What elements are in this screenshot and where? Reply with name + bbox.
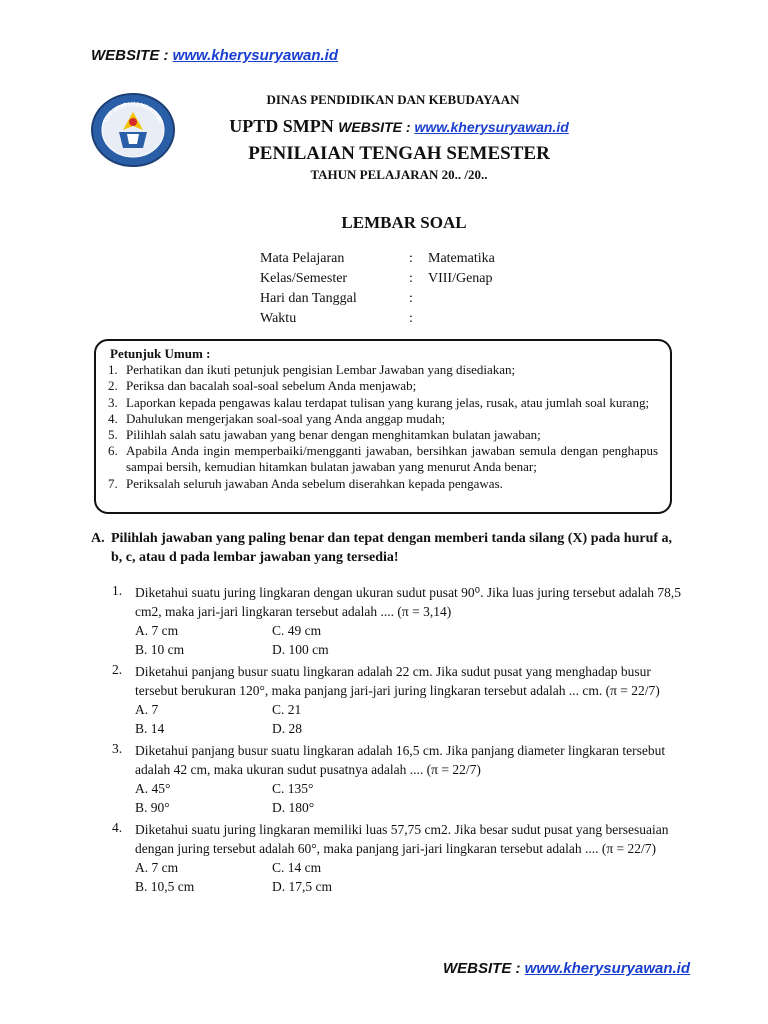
question-text: Diketahui suatu juring lingkaran dengan ukuran sudut pusat 90⁰. Jika luas juring tersebut adalah 78,5 cm2, maka jari-jari lingkaran tersebut adalah .... (π = 3,14) — [135, 585, 682, 619]
question-item — [112, 583, 682, 659]
website-header — [91, 47, 338, 64]
option-d: D. 180° — [272, 800, 315, 815]
question-item — [112, 662, 682, 738]
instruction-item: 6. Apabila Anda ingin memperbaiki/mengganti jawaban, bersihkan jawaban semula dengan penghapus sampai bersih, kemudian hitamkan bulatan jawaban yang menurut Anda benar; — [108, 443, 658, 475]
section-letter: A. — [91, 531, 105, 546]
option-b: B. 10,5 cm — [135, 879, 195, 894]
section-instruction: Pilihlah jawaban yang paling benar dan tepat dengan memberi tanda silang (X) pada huruf a, b, c, atau d pada lembar jawaban yang tersedia! — [111, 531, 673, 565]
instructions-title: Petunjuk Umum : — [110, 346, 211, 361]
option-b: B. 90° — [135, 800, 170, 815]
question-number: 1. — [112, 583, 123, 598]
info-colon: : — [409, 271, 413, 286]
option-d: D. 17,5 cm — [272, 879, 332, 894]
school-name: UPTD SMPN — [229, 116, 339, 136]
question-item — [112, 820, 682, 896]
option-c: C. 14 cm — [272, 860, 322, 875]
instructions-list — [108, 362, 658, 492]
info-row-date — [260, 291, 560, 311]
info-row-time — [260, 311, 560, 331]
option-a: A. 45° — [135, 781, 171, 796]
instruction-item: 7. Periksalah seluruh jawaban Anda sebelum diserahkan kepada pengawas. — [108, 475, 503, 491]
option-b: B. 10 cm — [135, 642, 185, 657]
answer-options — [135, 700, 682, 738]
agency-title: DINAS PENDIDIKAN DAN KEBUDAYAAN — [266, 92, 520, 107]
question-list — [112, 583, 682, 899]
question-number: 4. — [112, 820, 123, 835]
question-number: 3. — [112, 741, 123, 756]
sheet-title: LEMBAR SOAL — [341, 213, 467, 232]
instruction-item: 1. Perhatikan dan ikuti petunjuk pengisian Lembar Jawaban yang disediakan; — [108, 362, 516, 378]
info-colon: : — [409, 291, 413, 306]
exam-info-table — [260, 251, 560, 331]
question-text: Diketahui panjang busur suatu lingkaran adalah 22 cm. Jika sudut pusat yang menghadap busur tersebut berukuran 120°, maka panjang jari-jari juring lingkaran tersebut adalah ... cm. (π = 22/7) — [135, 664, 660, 698]
website-label: WEBSITE : — [443, 960, 525, 977]
option-d: D. 100 cm — [272, 642, 329, 657]
website-link[interactable]: www.kherysuryawan.id — [172, 47, 339, 64]
info-row-class — [260, 271, 560, 291]
info-value: VIII/Genap — [428, 271, 493, 286]
info-label: Waktu — [260, 311, 297, 326]
instruction-item: 3. Laporkan kepada pengawas kalau terdapat tulisan yang kurang jelas, rusak, atau jumlah soal kurang; — [108, 394, 650, 410]
general-instructions-box — [94, 339, 672, 514]
answer-options — [135, 621, 682, 659]
instruction-item: 5. Pilihlah salah satu jawaban yang benar dengan menghitamkan bulatan jawaban; — [108, 427, 541, 443]
answer-options — [135, 779, 682, 817]
option-c: C. 21 — [272, 702, 302, 717]
instruction-item: 4. Dahulukan mengerjakan soal-soal yang Anda anggap mudah; — [108, 410, 446, 426]
school-website-link[interactable]: www.kherysuryawan.id — [414, 119, 569, 135]
website-footer — [443, 960, 690, 977]
school-website — [338, 119, 569, 135]
info-label: Mata Pelajaran — [260, 251, 345, 266]
question-item — [112, 741, 682, 817]
question-text: Diketahui panjang busur suatu lingkaran adalah 16,5 cm. Jika panjang diameter lingkaran tersebut adalah 42 cm, maka ukuran sudut pusatnya adalah .... (π = 22/7) — [135, 743, 666, 777]
school-title — [0, 116, 768, 137]
info-colon: : — [409, 311, 413, 326]
instruction-item: 2. Periksa dan bacalah soal-soal sebelum Anda menjawab; — [108, 378, 417, 394]
section-a-heading — [91, 529, 676, 567]
info-value: Matematika — [428, 251, 495, 266]
info-colon: : — [409, 251, 413, 266]
exam-title: PENILAIAN TENGAH SEMESTER — [248, 143, 550, 164]
info-row-subject — [260, 251, 560, 271]
school-website-label: WEBSITE : — [338, 119, 415, 135]
question-number: 2. — [112, 662, 123, 677]
option-c: C. 49 cm — [272, 623, 322, 638]
answer-options — [135, 858, 682, 896]
option-b: B. 14 — [135, 721, 165, 736]
option-a: A. 7 cm — [135, 623, 179, 638]
option-d: D. 28 — [272, 721, 302, 736]
svg-text:TUT WURI HANDAYANI: TUT WURI HANDAYANI — [103, 101, 163, 124]
website-link[interactable]: www.kherysuryawan.id — [524, 960, 691, 977]
academic-year: TAHUN PELAJARAN 20.. /20.. — [310, 167, 488, 182]
info-label: Kelas/Semester — [260, 271, 348, 286]
website-label: WEBSITE : — [91, 47, 173, 64]
option-a: A. 7 cm — [135, 860, 179, 875]
option-a: A. 7 — [135, 702, 159, 717]
info-label: Hari dan Tanggal — [260, 291, 357, 306]
option-c: C. 135° — [272, 781, 314, 796]
question-text: Diketahui suatu juring lingkaran memiliki luas 57,75 cm2. Jika besar sudut pusat yang bersesuaian dengan juring tersebut adalah 60°, maka panjang jari-jari lingkaran tersebut adalah .... (π = 22/7) — [135, 822, 669, 856]
